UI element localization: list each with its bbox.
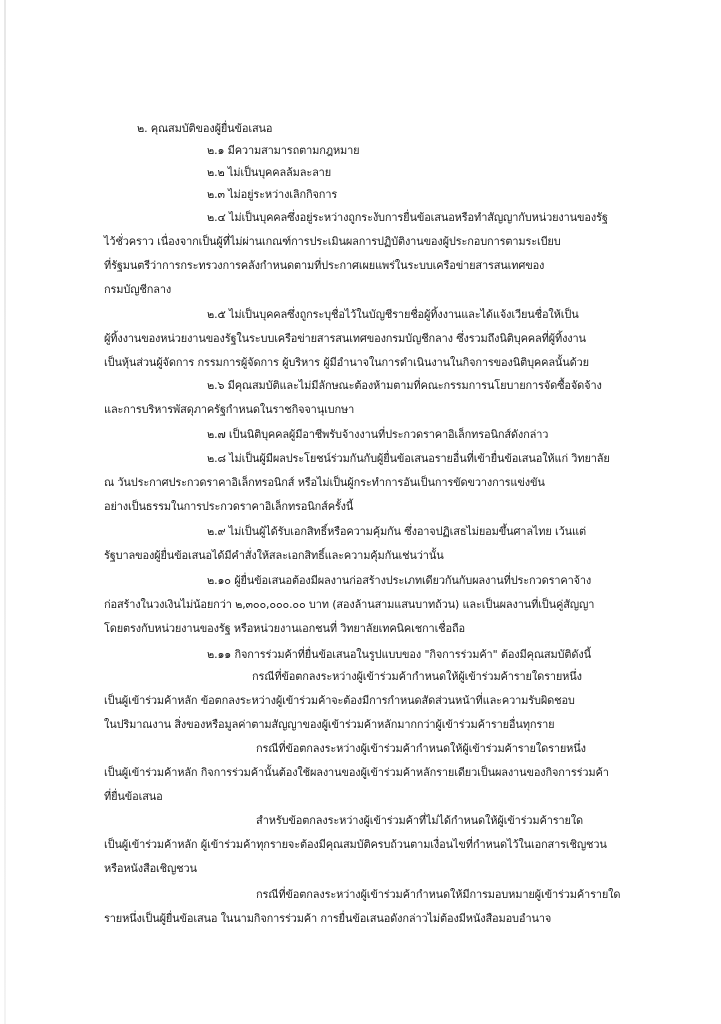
clause-2-10-line-3: โดยตรงกับหน่วยงานของรัฐ หรือหน่วยงานเอกชนที่ วิทยาลัยเทคนิคเชกาเชื่อถือ [104, 622, 465, 635]
jv-case-1-line-3: ในปริมาณงาน สิ่งของหรือมูลค่าตามสัญญาของผู้เข้าร่วมค้าหลักมากกว่าผู้เข้าร่วมค้ารายอื่นทุกราย [104, 718, 555, 731]
scan-edge [4, 0, 6, 1024]
clause-2-10-line-1: ๒.๑๐ ผู้ยื่นข้อเสนอต้องมีผลงานก่อสร้างประเภทเดียวกันกับผลงานที่ประกวดราคาจ้าง [207, 574, 592, 587]
clause-2-8-line-3: อย่างเป็นธรรมในการประกวดราคาอิเล็กทรอนิกส์ครั้งนี้ [104, 500, 354, 513]
clause-2-9-line-2: รัฐบาลของผู้ยื่นข้อเสนอได้มีคำสั่งให้สละเอกสิทธิ์และความคุ้มกันเช่นว่านั้น [104, 549, 444, 562]
jv-case-3-line-3: หรือหนังสือเชิญชวน [104, 862, 197, 875]
jv-case-3-line-2: เป็นผู้เข้าร่วมค้าหลัก ผู้เข้าร่วมค้าทุกรายจะต้องมีคุณสมบัติครบถ้วนตามเงื่อนไขที่กำหนดไว้ในเอกสารเชิญชวน [104, 838, 607, 851]
clause-2-11-heading: ๒.๑๑ กิจการร่วมค้าที่ยื่นข้อเสนอในรูปแบบของ "กิจการร่วมค้า" ต้องมีคุณสมบัติดังนี้ [207, 648, 591, 661]
clause-2-1: ๒.๑ มีความสามารถตามกฎหมาย [207, 144, 360, 157]
clause-2-7: ๒.๗ เป็นนิติบุคคลผู้มีอาชีพรับจ้างงานที่ประกวดราคาอิเล็กทรอนิกส์ดังกล่าว [207, 428, 549, 441]
clause-2-8-line-2: ณ วันประกาศประกวดราคาอิเล็กทรอนิกส์ หรือไม่เป็นผู้กระทำการอันเป็นการขัดขวางการแข่งขัน [104, 476, 545, 489]
clause-2-3: ๒.๓ ไม่อยู่ระหว่างเลิกกิจการ [207, 188, 338, 201]
clause-2-2: ๒.๒ ไม่เป็นบุคคลล้มละลาย [207, 166, 331, 179]
clause-2-8-line-1: ๒.๘ ไม่เป็นผู้มีผลประโยชน์ร่วมกันกับผู้ยื่นข้อเสนอรายอื่นที่เข้ายื่นข้อเสนอให้แก่ วิทยาลัย [207, 452, 610, 465]
clause-2-4-line-3: ที่รัฐมนตรีว่าการกระทรวงการคลังกำหนดตามที่ประกาศเผยแพร่ในระบบเครือข่ายสารสนเทศของ [104, 259, 545, 272]
clause-2-6-line-1: ๒.๖ มีคุณสมบัติและไม่มีลักษณะต้องห้ามตามที่คณะกรรมการนโยบายการจัดซื้อจัดจ้าง [207, 379, 602, 392]
jv-case-4-line-1: กรณีที่ข้อตกลงระหว่างผู้เข้าร่วมค้ากำหนดให้มีการมอบหมายผู้เข้าร่วมค้ารายใด [256, 888, 621, 901]
clause-2-5-line-1: ๒.๕ ไม่เป็นบุคคลซึ่งถูกระบุชื่อไว้ในบัญชีรายชื่อผู้ทิ้งงานและได้แจ้งเวียนชื่อให้เป็น [207, 308, 579, 321]
jv-case-3-line-1: สำหรับข้อตกลงระหว่างผู้เข้าร่วมค้าที่ไม่ได้กำหนดให้ผู้เข้าร่วมค้ารายใด [256, 814, 584, 827]
clause-2-6-line-2: และการบริหารพัสดุภาครัฐกำหนดในราชกิจจานุเบกษา [104, 403, 355, 416]
clause-2-5-line-3: เป็นหุ้นส่วนผู้จัดการ กรรมการผู้จัดการ ผู้บริหาร ผู้มีอำนาจในการดำเนินงานในกิจการของนิติบุคคลนั้นด้วย [104, 356, 589, 369]
clause-2-4-line-1: ๒.๔ ไม่เป็นบุคคลซึ่งอยู่ระหว่างถูกระงับการยื่นข้อเสนอหรือทำสัญญากับหน่วยงานของรัฐ [207, 211, 608, 224]
clause-2-5-line-2: ผู้ทิ้งงานของหน่วยงานของรัฐในระบบเครือข่ายสารสนเทศของกรมบัญชีกลาง ซึ่งรวมถึงนิติบุคคลที่ผู้ทิ้งงาน [104, 332, 586, 345]
clause-2-4-line-4: กรมบัญชีกลาง [104, 283, 172, 296]
jv-case-2-line-1: กรณีที่ข้อตกลงระหว่างผู้เข้าร่วมค้ากำหนดให้ผู้เข้าร่วมค้ารายใดรายหนึ่ง [256, 742, 586, 755]
jv-case-1-line-2: เป็นผู้เข้าร่วมค้าหลัก ข้อตกลงระหว่างผู้เข้าร่วมค้าจะต้องมีการกำหนดสัดส่วนหน้าที่และความรับผิดชอบ [104, 694, 575, 707]
jv-case-2-line-3: ที่ยื่นข้อเสนอ [104, 790, 163, 803]
clause-2-4-line-2: ไว้ชั่วคราว เนื่องจากเป็นผู้ที่ไม่ผ่านเกณฑ์การประเมินผลการปฏิบัติงานของผู้ประกอบการตามระเบียบ [104, 235, 561, 248]
clause-2-9-line-1: ๒.๙ ไม่เป็นผู้ได้รับเอกสิทธิ์หรือความคุ้มกัน ซึ่งอาจปฏิเสธไม่ยอมขึ้นศาลไทย เว้นแต่ [207, 525, 586, 538]
jv-case-2-line-2: เป็นผู้เข้าร่วมค้าหลัก กิจการร่วมค้านั้นต้องใช้ผลงานของผู้เข้าร่วมค้าหลักรายเดียวเป็นผลงานของกิจการร่วมค้า [104, 766, 609, 779]
clause-2-10-line-2: ก่อสร้างในวงเงินไม่น้อยกว่า ๒,๓๐๐,๐๐๐.๐๐ บาท (สองล้านสามแสนบาทถ้วน) และเป็นผลงานที่เป็นคู่สัญญา [104, 598, 595, 611]
jv-case-4-line-2: รายหนึ่งเป็นผู้ยื่นข้อเสนอ ในนามกิจการร่วมค้า การยื่นข้อเสนอดังกล่าวไม่ต้องมีหนังสือมอบอำนาจ [104, 912, 552, 925]
section-heading: ๒. คุณสมบัติของผู้ยื่นข้อเสนอ [137, 122, 273, 135]
jv-case-1-line-1: กรณีที่ข้อตกลงระหว่างผู้เข้าร่วมค้ากำหนดให้ผู้เข้าร่วมค้ารายใดรายหนึ่ง [252, 670, 582, 683]
